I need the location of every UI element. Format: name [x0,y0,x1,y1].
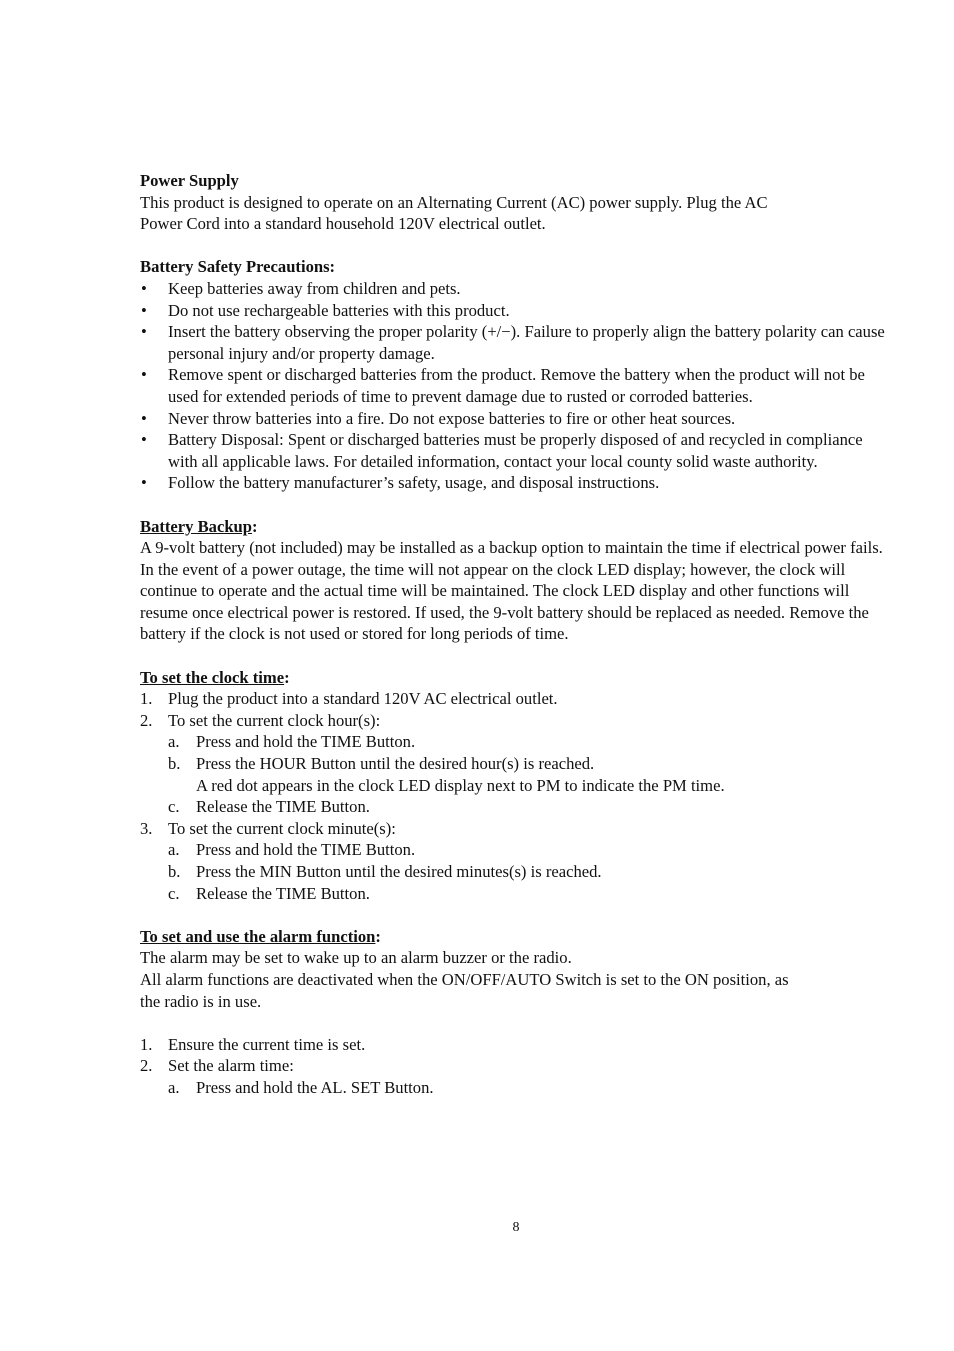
substep-text: Press the HOUR Button until the desired hour(s) is reached. [196,754,595,774]
heading-colon: : [375,926,381,946]
list-item [168,883,940,905]
set-clock-steps [140,688,940,904]
step-text: To set the current clock minute(s): [168,818,396,838]
list-item: • Battery Disposal: Spent or discharged batteries must be properly disposed of and recycled in compliance with all applicable laws. For detailed information, contact your local county solid waste authority. [140,429,874,472]
battery-backup-heading-text: Battery Backup [140,516,253,536]
substep-text: Release the TIME Button. [196,797,370,817]
substep-text: Release the TIME Button. [196,883,370,903]
step-text: Plug the product into a standard 120V AC electrical outlet. [168,689,558,709]
list-item [168,731,940,753]
list-item: • Do not use rechargeable batteries with this product. [140,300,940,322]
step-text: Set the alarm time: [168,1056,294,1076]
list-item: • Follow the battery manufacturer’s safety, usage, and disposal instructions. [140,472,940,494]
alarm-line-3: the radio is in use. [140,991,262,1011]
alarm-heading-text: To set and use the alarm function [140,926,376,946]
substep-text: Press and hold the TIME Button. [196,732,416,752]
list-item: • Keep batteries away from children and pets. [140,278,940,300]
document-page [140,170,940,1099]
substep-text: Press and hold the TIME Button. [196,840,416,860]
list-item: • Insert the battery observing the proper polarity (+/−). Failure to properly align the battery polarity can cause personal injury and/or property damage. [140,321,940,364]
heading-colon: : [252,516,258,536]
heading-colon: : [284,667,290,687]
list-item [140,1055,940,1098]
set-clock-heading-text: To set the clock time [140,667,285,687]
power-supply-heading: Power Supply [140,171,239,190]
list-item: • Remove spent or discharged batteries from the product. Remove the battery when the product will not be used for extended periods of time to prevent damage due to rusted or corroded batteries. [140,364,874,407]
substep-letter: a. [168,840,180,860]
list-item [140,1034,940,1056]
step-number: 1. [140,1034,153,1054]
battery-backup-body: A 9-volt battery (not included) may be installed as a backup option to maintain the time if electrical power fails. In the event of a power outage, the time will not appear on the clock LED display; however, the clock will continue to operate and the actual time will be maintained. The clock LED display and other functions will resume once electrical power is restored. If used, the 9-volt battery should be replaced as needed. Remove the battery if the clock is not used or stored for long periods of time. [140,538,883,644]
alarm-steps [140,1034,940,1099]
battery-backup-heading [140,516,940,538]
substep-letter: a. [168,732,180,752]
step-number: 2. [140,1056,153,1076]
battery-safety-list [140,278,940,494]
minute-substeps [168,839,940,904]
substep-note: A red dot appears in the clock LED display next to PM to indicate the PM time. [196,775,725,795]
set-clock-heading [140,667,940,689]
list-item [168,1077,940,1099]
substep-letter: b. [168,754,181,774]
substep-letter: a. [168,1077,180,1097]
alarm-heading [140,926,940,948]
alarm-line-1: The alarm may be set to wake up to an alarm buzzer or the radio. [140,948,572,968]
page-number: 8 [512,1220,520,1235]
step-number: 2. [140,710,153,730]
alarm-line-2: All alarm functions are deactivated when the ON/OFF/AUTO Switch is set to the ON position, as [140,969,789,989]
step-number: 3. [140,818,153,838]
power-supply-section [140,170,940,235]
alarm-substeps [168,1077,940,1099]
power-supply-line-2: Power Cord into a standard household 120V electrical outlet. [140,214,546,234]
battery-backup-section [140,516,940,646]
list-item [140,688,940,710]
substep-text: Press and hold the AL. SET Button. [196,1077,434,1097]
list-item [140,818,940,904]
substep-letter: c. [168,883,180,903]
substep-letter: b. [168,862,181,881]
substep-text: Press the MIN Button until the desired minutes(s) is reached. [196,862,602,881]
list-item [168,861,940,883]
list-item [168,839,940,861]
hour-substeps [168,731,940,817]
list-item [140,710,940,818]
alarm-section [140,926,940,1099]
battery-safety-section [140,256,940,494]
list-item: • Never throw batteries into a fire. Do not expose batteries to fire or other heat sources. [140,408,940,430]
step-number: 1. [140,689,153,709]
power-supply-line-1: This product is designed to operate on an Alternating Current (AC) power supply. Plug the AC [140,192,768,212]
set-clock-section [140,667,940,905]
step-text: Ensure the current time is set. [168,1034,366,1054]
step-text: To set the current clock hour(s): [168,710,381,730]
battery-safety-heading: Battery Safety Precautions: [140,257,336,277]
substep-letter: c. [168,797,180,817]
list-item [168,796,940,818]
list-item [168,753,940,796]
